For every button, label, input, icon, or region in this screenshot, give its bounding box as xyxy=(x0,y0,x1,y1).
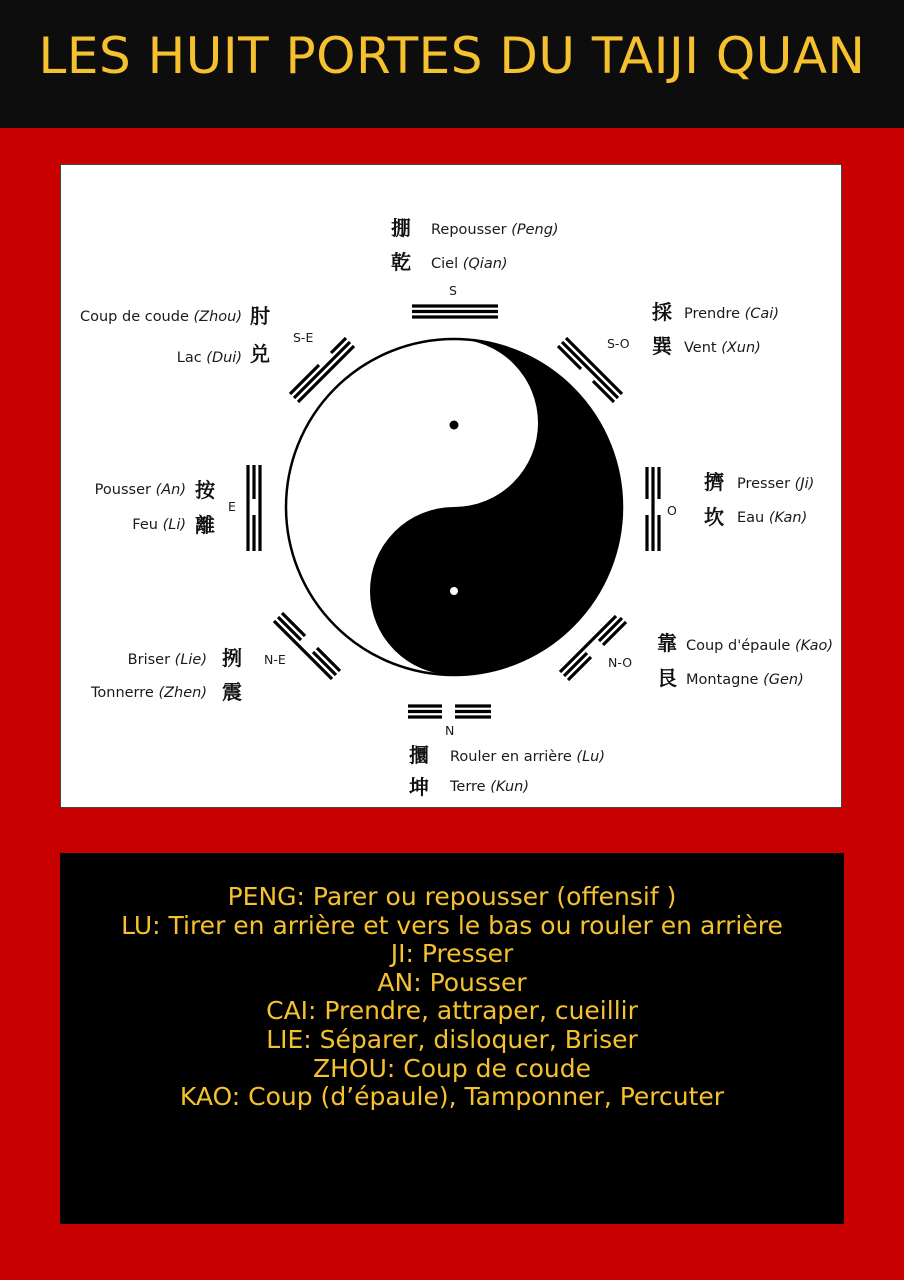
northwest-trigram-character: 艮 xyxy=(657,666,677,690)
north-trigram-character: 坤 xyxy=(409,775,429,799)
northeast-trigram-label: Tonnerre (Zhen) xyxy=(90,685,207,701)
southeast-trigram-label: Lac (Dui) xyxy=(176,350,242,366)
south-gate-character: 掤 xyxy=(391,216,411,240)
direction-label-east: E xyxy=(228,499,236,514)
yin-yang-symbol xyxy=(286,339,622,675)
southwest-trigram-character: 巽 xyxy=(652,334,672,358)
west-gate-character: 擠 xyxy=(704,470,724,494)
yin-dot xyxy=(450,587,458,595)
northeast-gate-character: 挒 xyxy=(222,646,242,670)
northeast-trigram-character: 震 xyxy=(222,680,242,704)
southeast-gate-character: 肘 xyxy=(250,304,270,328)
east-trigram-label: Feu (Li) xyxy=(132,517,186,533)
west-gate-label: Presser (Ji) xyxy=(737,476,815,492)
northwest-trigram-label: Montagne (Gen) xyxy=(686,672,804,688)
descriptions-panel xyxy=(60,853,844,1224)
description-lu: LU: Tirer en arrière et vers le bas ou rouler en arrière xyxy=(121,910,783,940)
direction-label-north: N xyxy=(445,723,455,738)
north-trigram-label: Terre (Kun) xyxy=(450,779,530,795)
trigram-northeast xyxy=(274,613,340,679)
trigram-west xyxy=(647,467,659,551)
southeast-trigram-character: 兑 xyxy=(250,342,270,366)
south-gate-label: Repousser (Peng) xyxy=(431,222,559,238)
northeast-gate-label: Briser (Lie) xyxy=(127,652,207,668)
northwest-gate-character: 靠 xyxy=(657,631,677,655)
east-gate-label: Pousser (An) xyxy=(94,482,186,498)
description-zhou: ZHOU: Coup de coude xyxy=(312,1053,591,1083)
trigram-east xyxy=(248,465,260,551)
description-lie: LIE: Séparer, disloquer, Briser xyxy=(266,1024,638,1054)
west-trigram-character: 坎 xyxy=(704,505,724,529)
trigram-north xyxy=(408,706,491,717)
northwest-gate-label: Coup d'épaule (Kao) xyxy=(686,638,834,654)
east-gate-character: 按 xyxy=(195,478,215,502)
header-bar xyxy=(0,0,904,128)
southwest-gate-character: 採 xyxy=(652,300,672,324)
trigram-south xyxy=(412,306,498,317)
direction-label-northeast: N-E xyxy=(264,652,286,667)
west-trigram-label: Eau (Kan) xyxy=(737,510,808,526)
yang-dot xyxy=(450,421,459,430)
description-kao: KAO: Coup (d’épaule), Tamponner, Percuter xyxy=(179,1082,725,1112)
description-cai: CAI: Prendre, attraper, cueillir xyxy=(266,996,638,1026)
description-peng: PENG: Parer ou repousser (offensif ) xyxy=(227,882,677,911)
direction-label-northwest: N-O xyxy=(608,655,633,670)
description-an: AN: Pousser xyxy=(377,967,527,997)
bagua-diagram xyxy=(60,164,842,808)
direction-label-southwest: S-O xyxy=(607,336,630,351)
south-trigram-character: 乾 xyxy=(391,250,411,274)
direction-label-southeast: S-E xyxy=(293,330,314,345)
southeast-gate-label: Coup de coude (Zhou) xyxy=(79,309,242,325)
direction-label-west: O xyxy=(667,503,677,518)
descriptions-list xyxy=(60,883,844,1112)
east-trigram-character: 離 xyxy=(195,513,215,537)
description-ji: JI: Presser xyxy=(390,939,514,969)
page-title: LES HUIT PORTES DU TAIJI QUAN xyxy=(38,27,866,85)
north-gate-label: Rouler en arrière (Lu) xyxy=(450,749,605,765)
direction-label-south: S xyxy=(449,283,457,298)
southwest-gate-label: Prendre (Cai) xyxy=(684,306,779,322)
southwest-trigram-label: Vent (Xun) xyxy=(684,340,761,356)
north-gate-character: 攌 xyxy=(409,743,429,767)
south-trigram-label: Ciel (Qian) xyxy=(431,256,508,272)
